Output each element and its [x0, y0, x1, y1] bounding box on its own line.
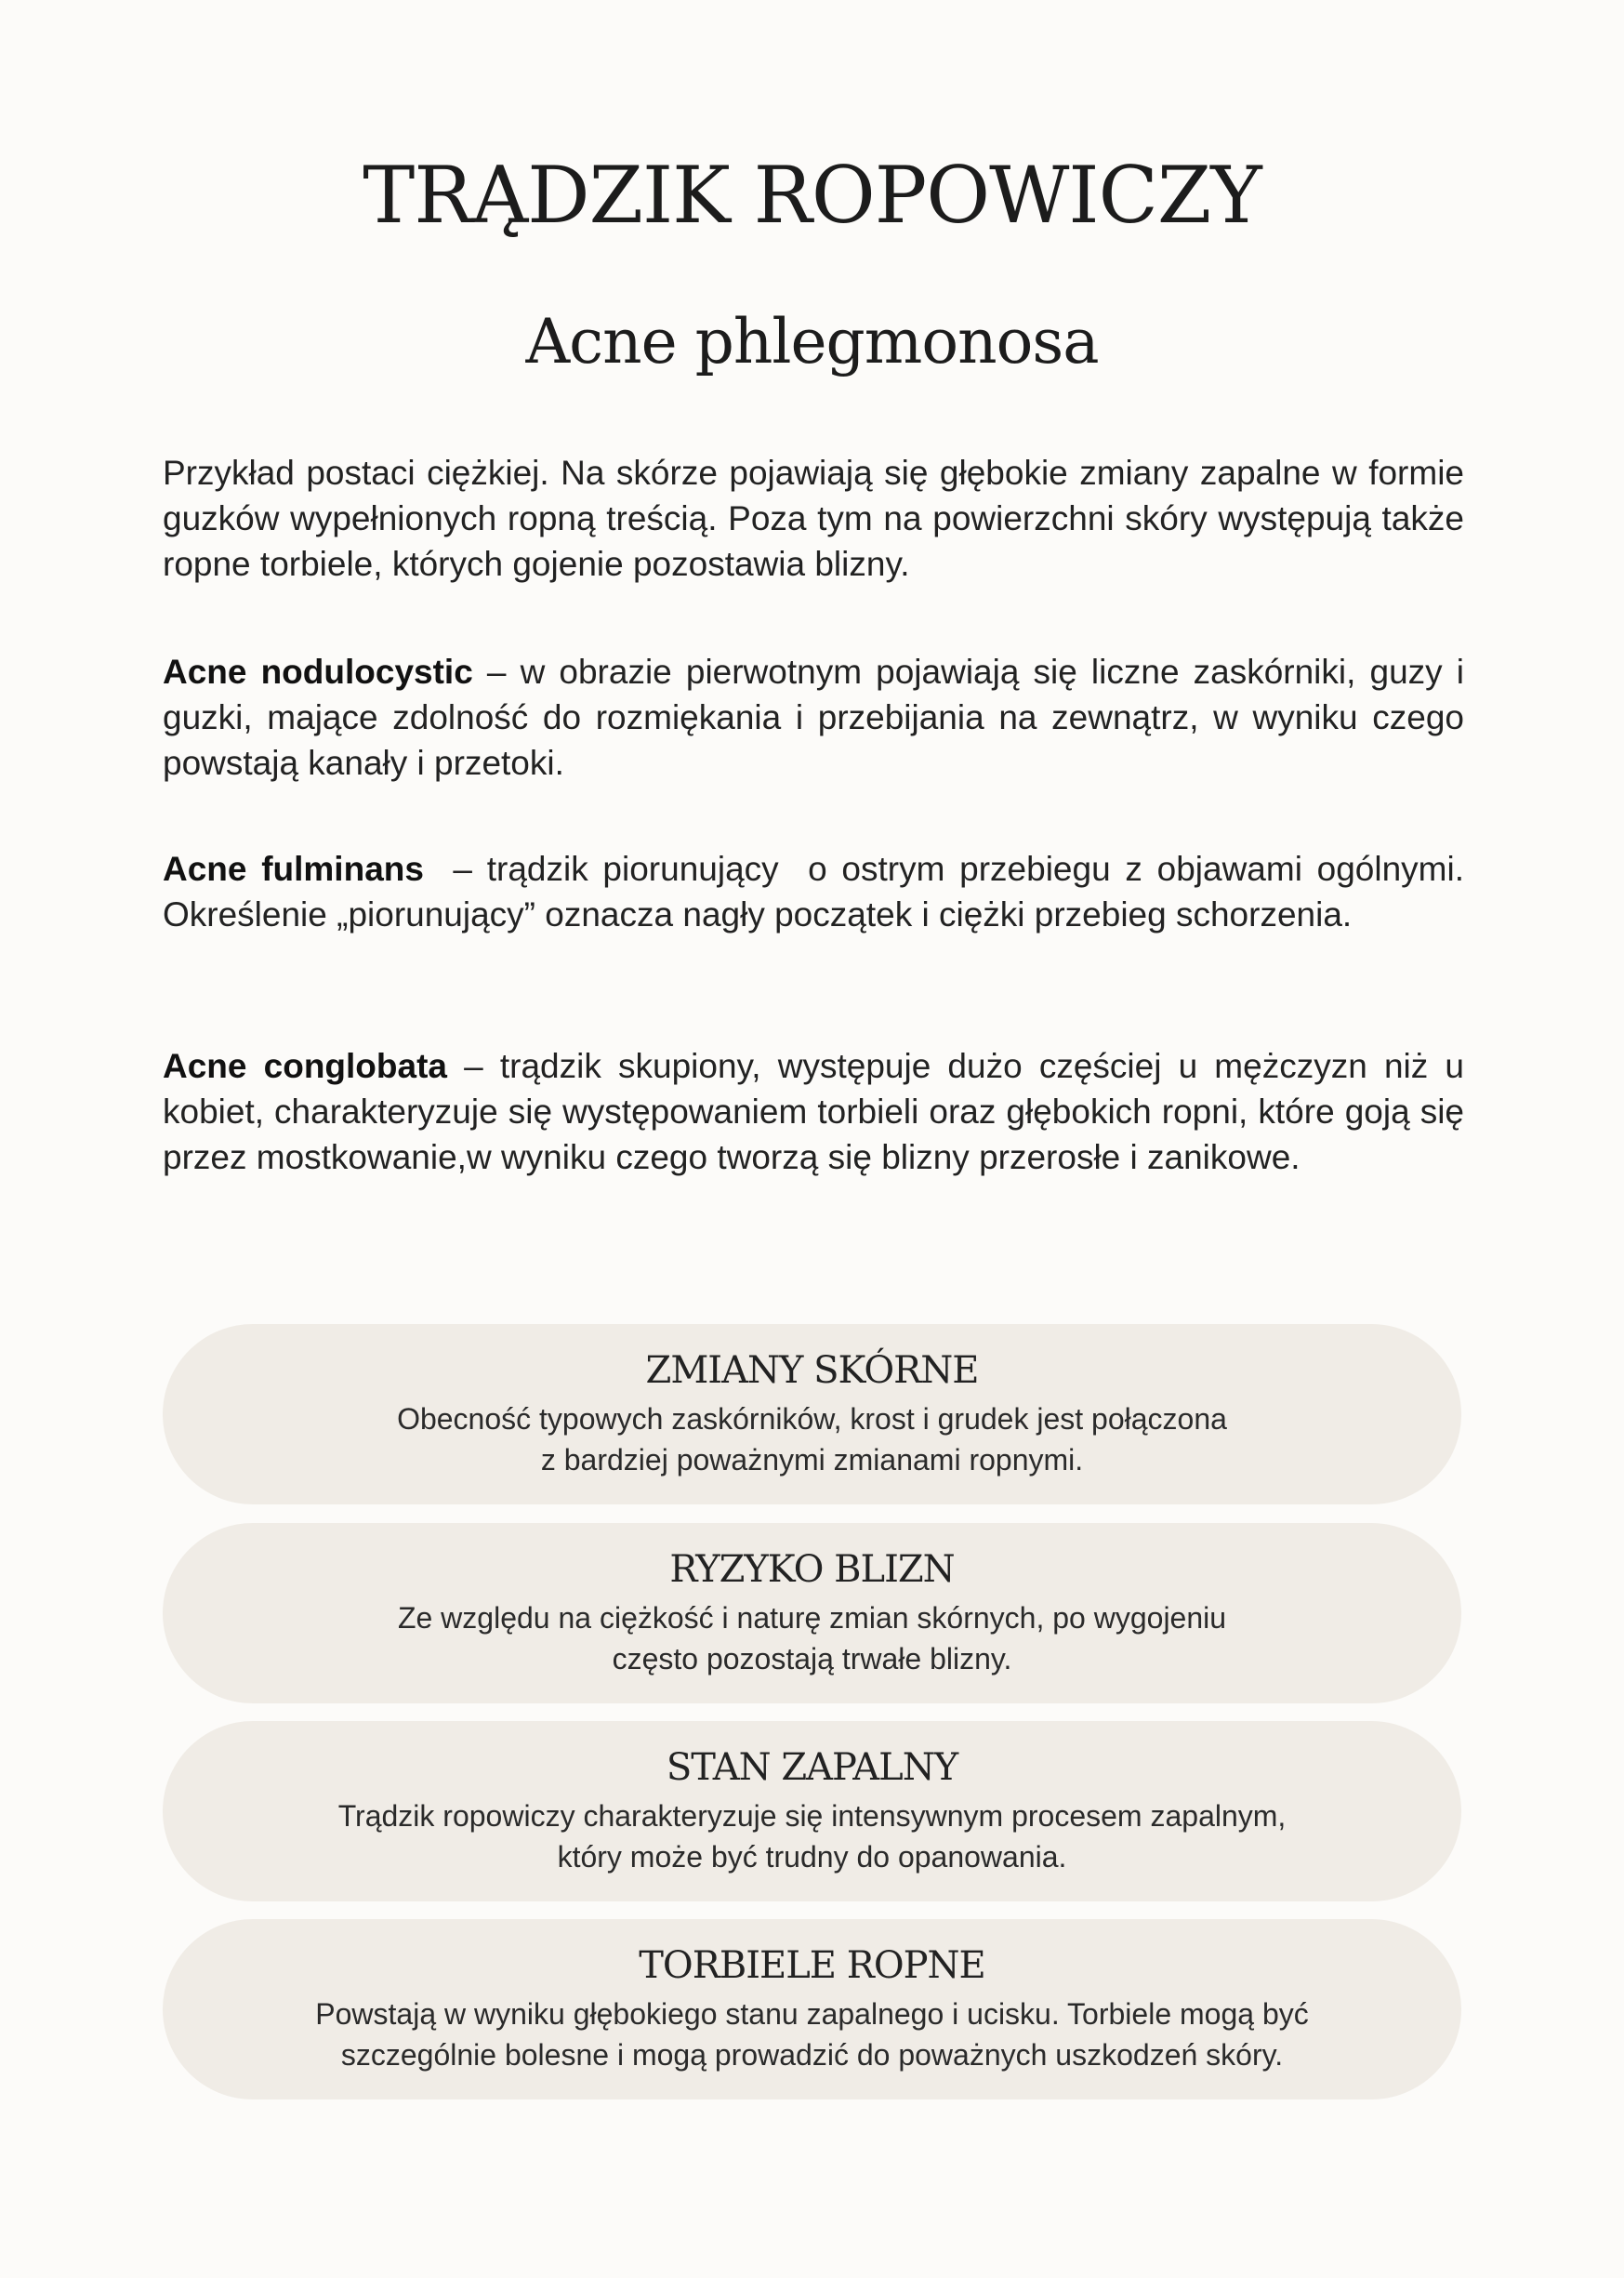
type-description: – w obrazie pierwotnym pojawiają się liczne zaskórniki, guzy i guzki, mające zdolność do rozmiękania i przebijania na zewnątrz, w wyniku czego powstają kanały i przetoki.: [163, 653, 1464, 782]
type-term: Acne nodulocystic: [163, 653, 473, 691]
card-text: Powstają w wyniku głębokiego stanu zapalnego i ucisku. Torbiele mogą być szczególnie bolesne i mogą prowadzić do poważnych uszkodzeń skóry.: [315, 1997, 1309, 2072]
type-paragraph-fulminans: [163, 846, 1474, 937]
card-text: Ze względu na ciężkość i naturę zmian skórnych, po wygojeniu często pozostają trwałe blizny.: [397, 1601, 1227, 1675]
card-text: Obecność typowych zaskórników, krost i grudek jest połączona z bardziej poważnymi zmianami ropnymi.: [397, 1402, 1227, 1477]
intro-paragraph: Przykład postaci ciężkiej. Na skórze pojawiają się głębokie zmiany zapalne w formie guzków wypełnionych ropną treścią. Poza tym na powierzchni skóry występują także ropne torbiele, których gojenie pozostawia blizny.: [163, 454, 1464, 583]
card-title: TORBIELE ROPNE: [639, 1944, 985, 1987]
type-term: Acne conglobata: [163, 1047, 447, 1085]
type-description: – trądzik piorunujący o ostrym przebiegu z objawami ogólnymi. Określenie „piorunujący” oznacza nagły początek i ciężki przebieg schorzenia.: [163, 850, 1474, 934]
type-term: Acne fulminans: [163, 850, 424, 888]
card-torbiele-ropne: [163, 1919, 1461, 2099]
card-title: STAN ZAPALNY: [666, 1746, 958, 1789]
card-stan-zapalny: [163, 1721, 1461, 1901]
card-text: Trądzik ropowiczy charakteryzuje się intensywnym procesem zapalnym, który może być trudny do opanowania.: [337, 1799, 1287, 1874]
type-paragraph-nodulocystic: [163, 649, 1464, 786]
page-subtitle: Acne phlegmonosa: [525, 306, 1099, 377]
card-ryzyko-blizn: [163, 1523, 1461, 1703]
type-description: – trądzik skupiony, występuje dużo częściej u mężczyzn niż u kobiet, charakteryzuje się występowaniem torbieli oraz głębokich ropni, które goją się przez mostkowanie,w wyniku czego tworzą się blizny przerosłe i zanikowe.: [163, 1047, 1464, 1176]
page-title: TRĄDZIK ROPOWICZY: [363, 150, 1261, 241]
card-zmiany-skorne: [163, 1324, 1461, 1504]
card-title: RYZYKO BLIZN: [669, 1548, 955, 1591]
type-paragraph-conglobata: [163, 1043, 1464, 1180]
card-title: ZMIANY SKÓRNE: [645, 1349, 979, 1392]
